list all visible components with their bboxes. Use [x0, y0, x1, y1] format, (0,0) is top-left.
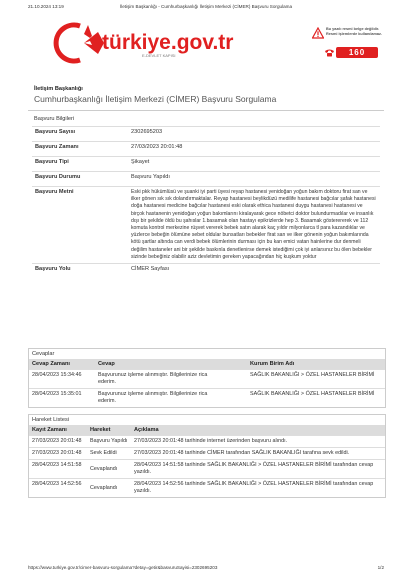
cell-spacer — [221, 370, 247, 389]
cell-cevap: Başvurunuz işleme alınmıştır. Bilgilerinize rica ederim. — [95, 370, 221, 389]
logo-tagline: E-DEVLET KAPISI — [142, 53, 176, 58]
cell-aciklama: 27/03/2023 20:01:48 tarihinde internet üzerinden başvuru alındı. — [131, 436, 385, 448]
table-row — [29, 479, 385, 498]
cell-zaman: 27/03/2023 20:01:48 — [29, 436, 87, 448]
basvuru-info-table — [32, 126, 380, 278]
column-header: Hareket — [87, 425, 131, 436]
hareket-section-title: Hareket Listesi — [32, 417, 69, 423]
info-value: Şikayet — [128, 157, 380, 172]
info-label: Başvuru Metni — [32, 187, 128, 264]
cell-hareket: Başvuru Yapıldı — [87, 436, 131, 448]
table-row — [29, 436, 385, 448]
helpline[interactable] — [324, 47, 378, 58]
page-number: 1/2 — [377, 565, 384, 570]
column-header: Cevap Zamanı — [29, 359, 95, 370]
cell-aciklama: 28/04/2023 14:52:56 tarihinde SAĞLIK BAKANLIĞI > ÖZEL HASTANELER BİRİMİ tarafından cevap yazıldı. — [131, 479, 385, 498]
cell-kurum: SAĞLIK BAKANLIĞI > ÖZEL HASTANELER BİRİMİ — [247, 370, 385, 389]
column-header: Açıklama — [131, 425, 385, 436]
turkiye-gov-logo[interactable] — [46, 22, 246, 64]
info-label: Başvuru Zamanı — [32, 142, 128, 157]
warning-notice — [312, 26, 380, 42]
table-row — [29, 448, 385, 460]
print-footer — [0, 563, 412, 573]
helpline-number: 160 — [336, 47, 378, 58]
info-value: CİMER Sayfası — [128, 264, 380, 279]
basvuru-section-title: Başvuru Bilgileri — [34, 116, 75, 122]
cell-kurum: SAĞLIK BAKANLIĞI > ÖZEL HASTANELER BİRİMİ — [247, 389, 385, 408]
info-row — [32, 187, 380, 264]
cell-zaman: 28/04/2023 15:34:46 — [29, 370, 95, 389]
cell-aciklama: 28/04/2023 14:51:58 tarihinde SAĞLIK BAKANLIĞI > ÖZEL HASTANELER BİRİMİ tarafından cevap yazıldı. — [131, 460, 385, 479]
print-url[interactable]: https://www.turkiye.gov.tr/cimer-basvuru-sorgulama?detay=getir&basvuruSayisi=2302695203 — [28, 565, 218, 570]
hareket-table — [29, 425, 385, 497]
cell-spacer — [221, 389, 247, 408]
info-label: Başvuru Sayısı — [32, 127, 128, 142]
info-row — [32, 157, 380, 172]
cevaplar-section — [28, 348, 386, 408]
phone-icon — [324, 48, 335, 57]
column-spacer — [221, 359, 247, 370]
cell-zaman: 28/04/2023 14:52:56 — [29, 479, 87, 498]
table-header-row — [29, 425, 385, 436]
info-label: Başvuru Yolu — [32, 264, 128, 279]
info-value: 27/03/2023 20:01:48 — [128, 142, 380, 157]
complaint-text: Eski pkk hükümlüsü ve şuanki iyi parti üyesi reyap hastanesi yenidoğan yoğun bakım doktoru firat san ve ilker gönen sık sık dolandırmaktalar. Reyap hastanesi beylikdüzü medilife hastanesi bağcılar şafak hastanesi doğa hastanesi medicine bağcılar hastanesi eski olarak ethica hastanesi duygu hastanesi hastanesi ve birçok hastanenin yenidoğan yoğun bakımlarını kiralayarak gece nöbetci doktor bulundurmadılar ve insanlık dışı bir şekilde öldü bu şahıslar 1.basamak olan hastayı epikrizlerde hep 3. Basamak gösterererek ve 112 komuta kontrol merkezine rüşvet vererek bebek satın alarak kaç yıldır milyonlarca tl para kazandıklar ve yüzlerce bebeğin ölümüne sebet oldular bunsatları bebekler firat san ve ilker gönenin yoğun bakımlarında kötü şartlar altında can verdi bebek ölümlerinin durması için bu kan emici vatan hainlerine dur denmeli değilim hastaneler ani bir şekilde baskınla denetlenirse demek istediğimi çok iyi anlarsınız bu ölen bebekler sizinde bebeğiniz olabilir aziz devletimin gereken yapacağından hiç kuşkum yoktur — [128, 187, 380, 264]
logo-text: türkiye.gov.tr — [102, 31, 234, 54]
warning-icon — [312, 27, 324, 39]
info-row — [32, 264, 380, 279]
site-banner — [28, 16, 384, 68]
print-header — [0, 2, 412, 12]
table-header-row — [29, 359, 385, 370]
column-header: Kurum Birim Adı — [247, 359, 385, 370]
cell-zaman: 28/04/2023 14:51:58 — [29, 460, 87, 479]
warning-text: Bu yazılı resmi belge değildir. Resmi işlemlerde kullanılamaz. — [326, 27, 382, 36]
page-title: Cumhurbaşkanlığı İletişim Merkezi (CİMER) Başvuru Sorgulama — [34, 94, 277, 104]
info-value: Başvuru Yapıldı — [128, 172, 380, 187]
info-row — [32, 142, 380, 157]
print-title: İletişim Başkanlığı - Cumhurbaşkanlığı İletişim Merkezi (CİMER) Başvuru Sorgulama — [119, 4, 293, 9]
cell-zaman: 28/04/2023 15:35:01 — [29, 389, 95, 408]
print-datetime: 21.10.2024 13:19 — [28, 4, 64, 9]
table-row — [29, 460, 385, 479]
cevaplar-table — [29, 359, 385, 407]
table-row — [29, 389, 385, 408]
table-row — [29, 370, 385, 389]
info-label: Başvuru Tipi — [32, 157, 128, 172]
divider — [28, 110, 384, 111]
info-value: 2302695203 — [128, 127, 380, 142]
hareket-section — [28, 414, 386, 498]
cell-aciklama: 27/03/2023 20:01:48 tarihinde CİMER tarafından SAĞLIK BAKANLIĞI tarafına sevk edildi. — [131, 448, 385, 460]
cell-hareket: Cevaplandı — [87, 479, 131, 498]
column-header: Cevap — [95, 359, 221, 370]
info-label: Başvuru Durumu — [32, 172, 128, 187]
cell-cevap: Başvurunuz işleme alınmıştır. Bilgilerinize rica ederim. — [95, 389, 221, 408]
org-name: İletişim Başkanlığı — [34, 86, 83, 92]
info-row — [32, 172, 380, 187]
cell-zaman: 27/03/2023 20:01:48 — [29, 448, 87, 460]
cell-hareket: Cevaplandı — [87, 460, 131, 479]
column-header: Kayıt Zamanı — [29, 425, 87, 436]
cevaplar-section-title: Cevaplar — [32, 351, 55, 357]
cell-hareket: Sevk Edildi — [87, 448, 131, 460]
info-row — [32, 127, 380, 142]
